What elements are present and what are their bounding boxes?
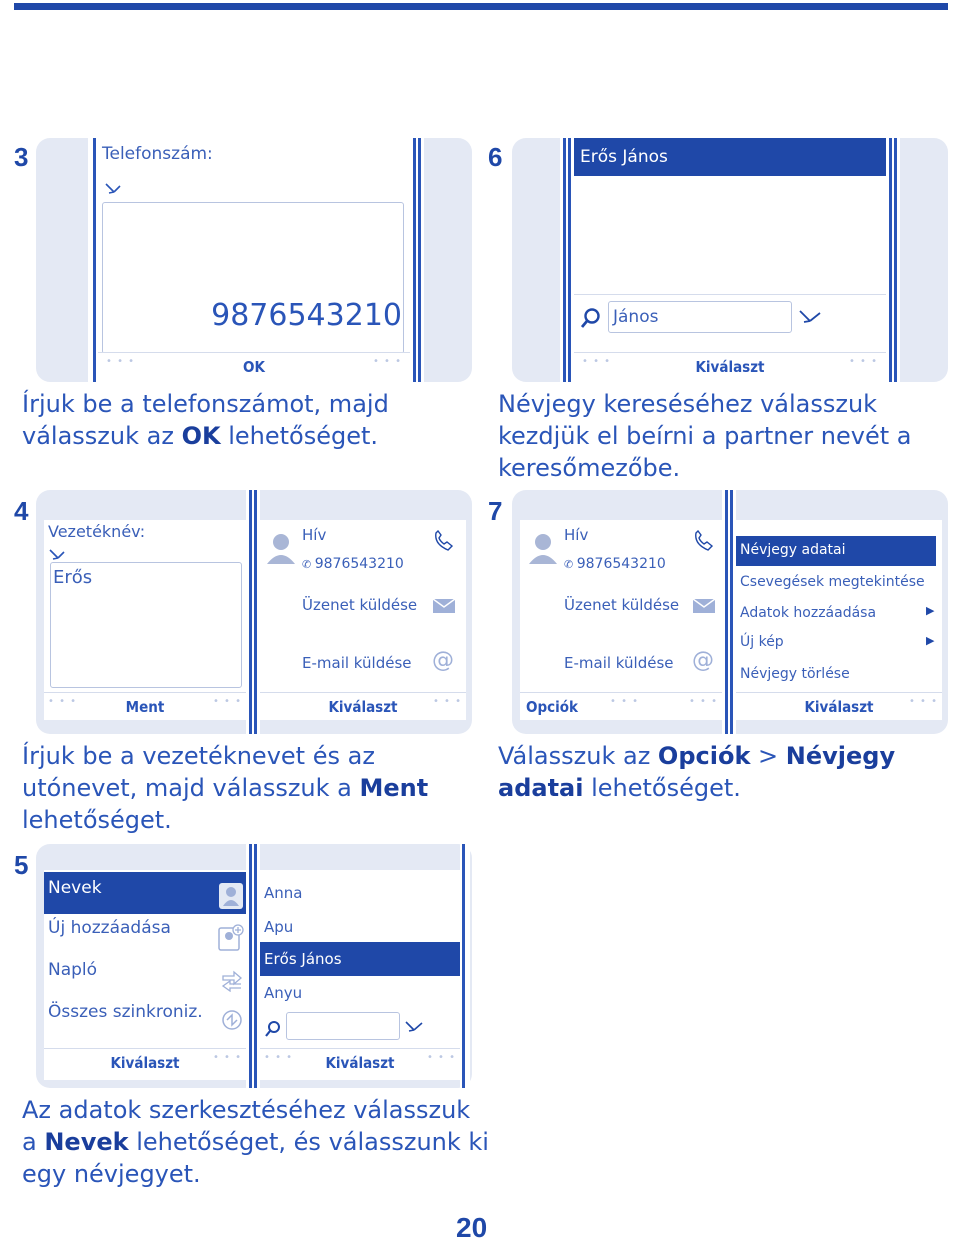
phone-icon xyxy=(432,530,456,552)
caption-line xyxy=(22,420,389,452)
contact-list-item[interactable]: Anyu xyxy=(264,984,303,1002)
field-label: Telefonszám: xyxy=(102,144,213,164)
caption-line: kezdjük el beírni a partner nevét a xyxy=(498,422,912,450)
contact-list-item[interactable]: Apu xyxy=(264,918,294,936)
phone-icon xyxy=(692,530,716,552)
sync-icon xyxy=(220,1008,244,1032)
caption-line: Írjuk be a telefonszámot, majd xyxy=(22,390,389,418)
contacts-icon xyxy=(218,882,244,910)
contact-list-item[interactable]: Anna xyxy=(264,884,303,902)
step-number: 4 xyxy=(14,496,29,526)
options-softkey[interactable]: Opciók xyxy=(520,692,722,720)
contact-list-item-selected[interactable] xyxy=(260,942,460,976)
phone-screen xyxy=(98,138,410,382)
menu-send-message[interactable]: Üzenet küldése xyxy=(564,596,680,614)
pen-icon xyxy=(104,182,122,196)
phone-frame-bar xyxy=(246,490,260,734)
phone-screenshot-step-6 xyxy=(512,138,948,382)
envelope-icon xyxy=(432,598,456,614)
softkey-dots: • • • xyxy=(372,356,402,367)
phone-number-value: 9876543210 xyxy=(211,298,402,333)
step-number: 7 xyxy=(488,496,503,526)
softkey-dots: • • • xyxy=(426,1052,456,1063)
phone-screen-left xyxy=(520,520,722,720)
phone-screenshot-step-7 xyxy=(512,490,948,734)
top-rule xyxy=(14,3,948,10)
contacts-list-screen xyxy=(260,870,460,1080)
phone-screen xyxy=(574,138,886,382)
phone-number: 9876543210 xyxy=(314,556,404,572)
menu-add-new[interactable]: Új hozzáadása xyxy=(48,918,171,938)
select-softkey[interactable]: Kiválaszt xyxy=(260,692,466,720)
envelope-icon xyxy=(692,598,716,614)
menu-call[interactable]: Hív xyxy=(302,526,327,544)
select-softkey[interactable]: Kiválaszt xyxy=(574,352,886,381)
softkey-dots: • • • xyxy=(848,356,878,367)
option-delete-contact[interactable]: Névjegy törlése xyxy=(740,666,850,682)
step-6-caption xyxy=(498,388,911,484)
caption-bold: Opciók xyxy=(657,742,751,770)
phone-screenshot-step-5 xyxy=(36,844,472,1088)
phone-frame-bar xyxy=(560,138,574,382)
page-number: 20 xyxy=(456,1212,488,1243)
caption-line: egy névjegyet. xyxy=(22,1160,201,1188)
save-softkey[interactable]: Ment xyxy=(44,692,246,720)
phone-frame-bar xyxy=(246,844,260,1088)
phone-screenshot-step-4 xyxy=(36,490,472,734)
caption-text: > xyxy=(750,742,786,770)
pen-icon xyxy=(404,1020,426,1034)
caption-text: lehetőséget, és válasszunk ki xyxy=(128,1128,489,1156)
menu-send-email[interactable]: E-mail küldése xyxy=(564,654,674,672)
menu-number: ✆ 9876543210 xyxy=(302,556,404,572)
step-3-caption xyxy=(22,388,389,452)
softkey-dots: • • • xyxy=(212,696,242,707)
search-input[interactable] xyxy=(286,1012,400,1040)
menu-send-email[interactable]: E-mail küldése xyxy=(302,654,412,672)
menu-send-message[interactable]: Üzenet küldése xyxy=(302,596,418,614)
step-5-caption xyxy=(22,1094,489,1190)
select-softkey[interactable]: Kiválaszt xyxy=(44,1048,246,1077)
caption-line: Az adatok szerkesztéséhez válasszuk xyxy=(22,1096,471,1124)
search-input[interactable] xyxy=(608,301,792,333)
phone-number: 9876543210 xyxy=(576,556,666,572)
caption-line: lehetőséget. xyxy=(22,806,172,834)
add-contact-icon xyxy=(218,924,244,952)
field-label: Vezetéknév: xyxy=(48,522,146,541)
step-7-caption xyxy=(498,740,895,804)
phone-frame-bar xyxy=(722,490,736,734)
search-icon xyxy=(264,1020,282,1038)
softkey-dots: • • • xyxy=(582,356,612,367)
phone-frame-bar xyxy=(410,138,424,382)
surname-value: Erős xyxy=(53,567,93,588)
softkey-dots: • • • xyxy=(688,696,718,707)
option-label: Névjegy adatai xyxy=(740,542,846,558)
options-menu-screen xyxy=(736,520,942,720)
menu-call[interactable]: Hív xyxy=(564,526,589,544)
search-bar xyxy=(574,294,886,339)
caption-line: Írjuk be a vezetéknevet és az xyxy=(22,742,375,770)
menu-names[interactable] xyxy=(44,872,246,914)
option-view-chats[interactable]: Csevegések megtekintése xyxy=(740,574,925,590)
step-number: 3 xyxy=(14,142,29,172)
caption-line xyxy=(498,772,895,804)
softkey-dots: • • • xyxy=(908,696,938,707)
contact-avatar-icon xyxy=(528,532,558,564)
phone-frame-bar xyxy=(886,138,900,382)
softkey-dots: • • • xyxy=(264,1052,294,1063)
select-softkey[interactable]: Kiválaszt xyxy=(736,692,942,720)
contact-name: Erős János xyxy=(580,147,668,167)
softkey-dots: • • • xyxy=(106,356,136,367)
caption-line xyxy=(22,772,428,804)
caption-bold: Ment xyxy=(359,774,429,802)
at-sign-icon: @ xyxy=(692,648,714,673)
caption-bold: Nevek xyxy=(44,1128,129,1156)
caption-text: lehetőséget. xyxy=(583,774,741,802)
search-icon xyxy=(580,307,602,329)
pen-icon xyxy=(798,309,824,325)
softkey-dots: • • • xyxy=(432,696,462,707)
option-new-image[interactable]: Új kép xyxy=(740,634,784,650)
search-value: János xyxy=(613,307,659,327)
step-number: 6 xyxy=(488,142,503,172)
menu-log[interactable]: Napló xyxy=(48,960,98,980)
submenu-arrow-icon: ▶ xyxy=(926,604,935,617)
surname-input[interactable] xyxy=(50,562,242,688)
softkey-dots: • • • xyxy=(212,1052,242,1063)
caption-text: utónevet, majd válasszuk a xyxy=(22,774,360,802)
menu-number: ✆ 9876543210 xyxy=(564,556,666,572)
step-4-caption xyxy=(22,740,428,836)
caption-line xyxy=(22,1126,489,1158)
softkey-dots: • • • xyxy=(48,696,78,707)
phone-screenshot-step-3 xyxy=(36,138,472,382)
selected-contact-row[interactable] xyxy=(574,138,886,176)
caption-text: Válasszuk az xyxy=(498,742,658,770)
phone-screen-left xyxy=(44,520,246,720)
contact-avatar-icon xyxy=(266,532,296,564)
caption-line: Névjegy kereséséhez válasszuk xyxy=(498,390,878,418)
contact-name: Erős János xyxy=(264,950,342,968)
phone-frame-bar xyxy=(88,138,98,382)
caption-line xyxy=(498,740,895,772)
option-add-details[interactable]: Adatok hozzáadása xyxy=(740,605,877,621)
pen-icon xyxy=(48,548,66,562)
at-sign-icon: @ xyxy=(432,648,454,673)
softkey-dots: • • • xyxy=(610,696,640,707)
option-contact-details[interactable] xyxy=(736,536,936,566)
menu-sync-all[interactable]: Összes szinkroniz. xyxy=(48,1002,203,1022)
caption-bold: adatai xyxy=(498,774,584,802)
select-softkey[interactable]: Kiválaszt xyxy=(260,1048,460,1077)
caption-text: lehetőséget. xyxy=(220,422,379,450)
step-number: 5 xyxy=(14,850,29,880)
log-arrows-icon xyxy=(220,968,244,992)
caption-text: a xyxy=(22,1128,45,1156)
phone-screen-right xyxy=(260,520,466,720)
caption-text: válasszuk az xyxy=(22,422,182,450)
menu-label: Nevek xyxy=(48,878,102,898)
caption-bold: OK xyxy=(181,422,221,450)
phone-screen-left xyxy=(44,870,246,1080)
phone-frame-bar xyxy=(460,844,470,1088)
ok-softkey[interactable]: OK xyxy=(98,352,410,381)
submenu-arrow-icon: ▶ xyxy=(926,634,935,647)
caption-line: keresőmezőbe. xyxy=(498,454,681,482)
caption-bold: Névjegy xyxy=(785,742,896,770)
